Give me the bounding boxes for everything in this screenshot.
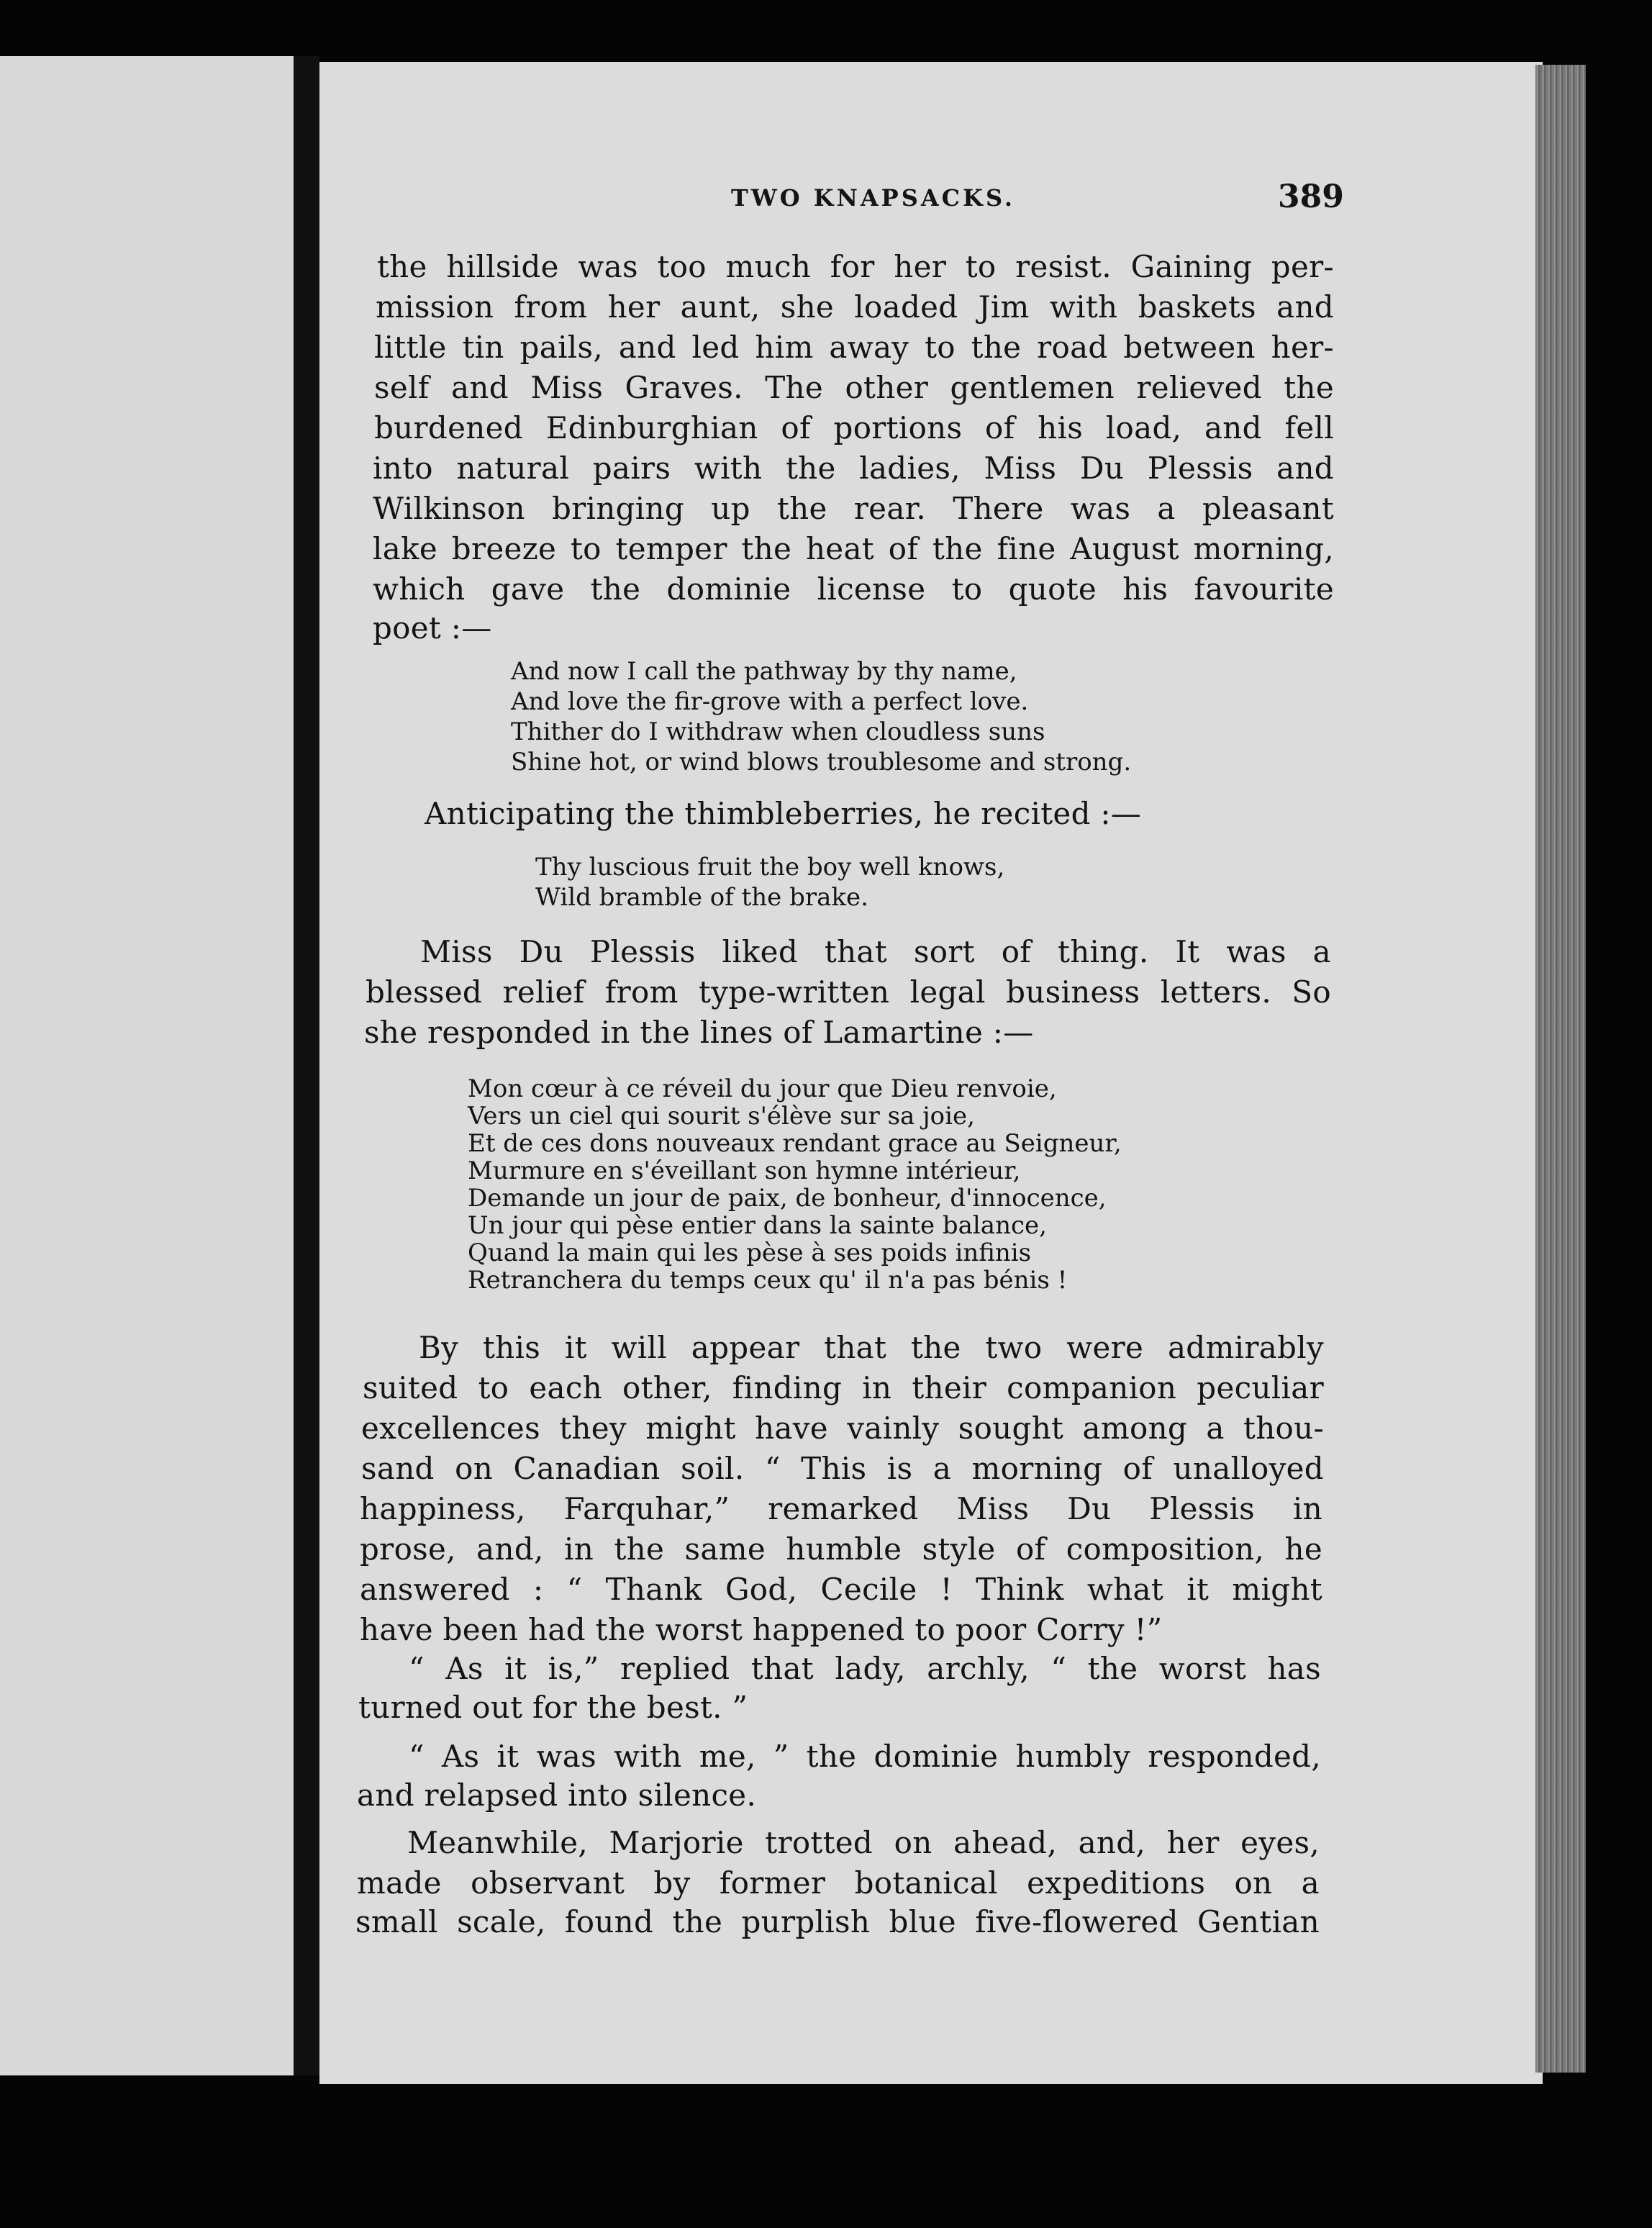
text-line: turned out for the best. ” xyxy=(358,1690,748,1725)
verse-line: Murmure en s'éveillant son hymne intérieur, xyxy=(468,1156,1021,1185)
book-gutter xyxy=(294,56,319,2075)
verse-line: Retranchera du temps ceux qu' il n'a pas bénis ! xyxy=(468,1266,1068,1295)
text-line: sand on Canadian soil. “ This is a morning of unalloyed xyxy=(361,1451,1324,1486)
verse-line: Mon cœur à ce réveil du jour que Dieu renvoie, xyxy=(468,1074,1057,1103)
verse-line: Wild bramble of the brake. xyxy=(535,883,868,912)
text-line: the hillside was too much for her to resist. Gaining per- xyxy=(377,249,1334,284)
text-line: made observant by former botanical expeditions on a xyxy=(357,1865,1320,1901)
text-line: Meanwhile, Marjorie trotted on ahead, and, her eyes, xyxy=(407,1825,1320,1860)
text-line: which gave the dominie license to quote his favourite xyxy=(373,571,1334,607)
text-line: excellences they might have vainly sought among a thou- xyxy=(361,1410,1324,1446)
verse-line: Et de ces dons nouveaux rendant grace au Seigneur, xyxy=(468,1129,1122,1158)
running-head: TWO KNAPSACKS. xyxy=(731,184,1016,212)
verse-line: Shine hot, or wind blows troublesome and strong. xyxy=(511,748,1132,776)
text-line: she responded in the lines of Lamartine :— xyxy=(364,1015,1034,1050)
text-line: Miss Du Plessis liked that sort of thing. It was a xyxy=(420,934,1331,969)
text-line: self and Miss Graves. The other gentlemen relieved the xyxy=(374,370,1334,405)
verse-line: Quand la main qui les pèse à ses poids infinis xyxy=(468,1238,1032,1267)
page-edges xyxy=(1535,65,1586,2073)
verse-line: Un jour qui pèse entier dans la sainte balance, xyxy=(468,1211,1047,1240)
left-page xyxy=(0,56,294,2075)
verse-line: Thither do I withdraw when cloudless suns xyxy=(511,717,1045,746)
text-line: lake breeze to temper the heat of the fine August morning, xyxy=(373,531,1334,566)
text-line: poet :— xyxy=(373,610,492,646)
text-line: “ As it is,” replied that lady, archly, “ the worst has xyxy=(409,1651,1321,1686)
text-line: “ As it was with me, ” the dominie humbly responded, xyxy=(409,1739,1321,1774)
text-line: Anticipating the thimbleberries, he recited :— xyxy=(425,796,1142,831)
verse-line: Vers un ciel qui sourit s'élève sur sa joie, xyxy=(468,1102,975,1131)
text-line: have been had the worst happened to poor Corry !” xyxy=(360,1612,1163,1647)
page-number: 389 xyxy=(1278,178,1344,215)
text-line: By this it will appear that the two were admirably xyxy=(419,1330,1324,1365)
verse-line: And now I call the pathway by thy name, xyxy=(511,657,1017,686)
verse-line: Thy luscious fruit the boy well knows, xyxy=(535,853,1005,882)
text-line: burdened Edinburghian of portions of his load, and fell xyxy=(374,410,1334,445)
text-line: mission from her aunt, she loaded Jim with baskets and xyxy=(376,289,1334,325)
text-line: Wilkinson bringing up the rear. There was a pleasant xyxy=(373,491,1334,526)
text-line: and relapsed into silence. xyxy=(357,1778,757,1813)
verse-line: Demande un jour de paix, de bonheur, d'innocence, xyxy=(468,1184,1107,1213)
text-line: suited to each other, finding in their companion peculiar xyxy=(363,1370,1324,1405)
text-line: small scale, found the purplish blue five-flowered Gentian xyxy=(355,1904,1320,1939)
text-line: into natural pairs with the ladies, Miss Du Plessis and xyxy=(373,450,1334,486)
text-line: answered : “ Thank God, Cecile ! Think what it might xyxy=(360,1572,1322,1607)
text-line: happiness, Farquhar,” remarked Miss Du Plessis in xyxy=(360,1491,1322,1526)
verse-line: And love the fir-grove with a perfect love. xyxy=(511,687,1029,716)
text-line: blessed relief from type-written legal business letters. So xyxy=(366,974,1331,1010)
text-line: little tin pails, and led him away to the road between her- xyxy=(374,330,1334,365)
text-line: prose, and, in the same humble style of composition, he xyxy=(360,1531,1322,1567)
